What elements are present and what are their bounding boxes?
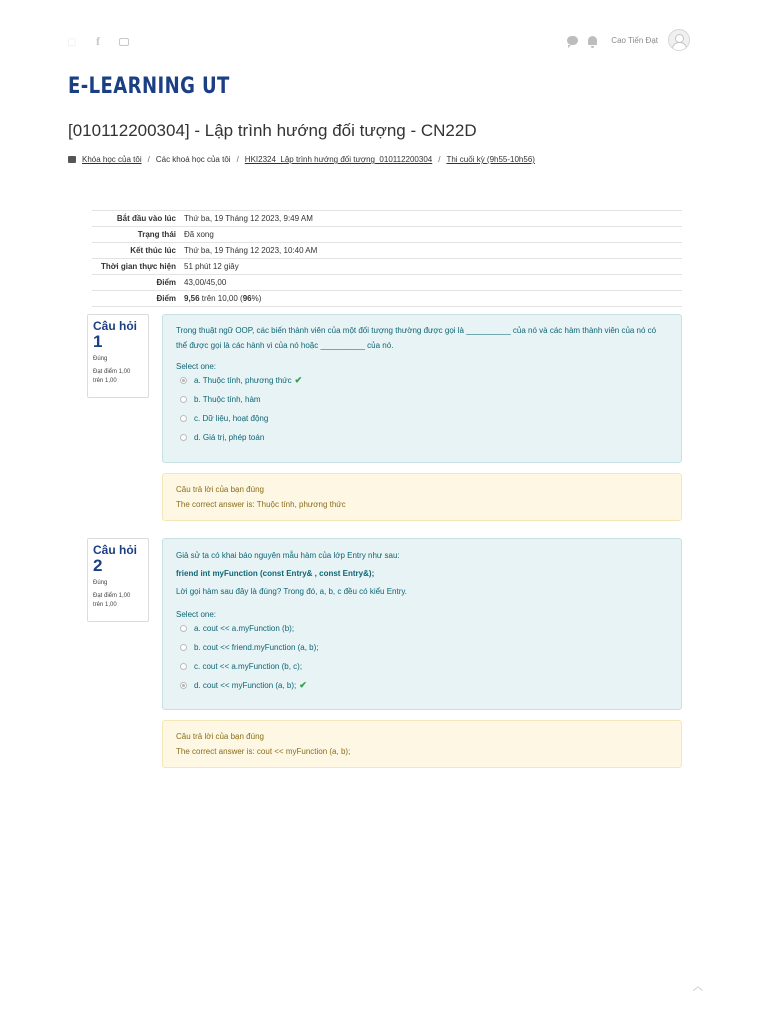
marks-label: Điểm — [92, 275, 180, 291]
dashboard-icon — [68, 156, 76, 163]
correct-answer: The correct answer is: Thuộc tính, phương thức — [176, 500, 346, 509]
answer-option[interactable] — [176, 638, 668, 657]
answer-label: c. cout << a.myFunction (b, c); — [194, 662, 303, 671]
radio-button[interactable] — [180, 663, 187, 670]
answer-option[interactable] — [176, 371, 668, 390]
radio-button[interactable] — [180, 396, 187, 403]
feedback-status: Câu trả lời của bạn đúng — [176, 485, 264, 494]
answer-label: a. Thuộc tính, phương thức — [194, 376, 292, 385]
breadcrumb-separator: / — [438, 155, 441, 164]
user-area — [567, 29, 690, 51]
grade-score: 9,56 — [184, 294, 200, 303]
question-info-1 — [87, 314, 149, 398]
question-mark-line2: trên 1,00 — [93, 602, 117, 608]
answer-option[interactable] — [176, 409, 668, 428]
feedback-status: Câu trả lời của bạn đúng — [176, 732, 264, 741]
answer-label: b. Thuộc tính, hàm — [194, 395, 261, 404]
question-label: Câu hỏi — [93, 543, 137, 557]
site-logo[interactable]: E-LEARNING UT — [68, 74, 230, 99]
completed-value: Thứ ba, 19 Tháng 12 2023, 10:40 AM — [180, 243, 682, 259]
select-one-label: Select one: — [176, 362, 217, 371]
check-icon: ✔ — [294, 375, 303, 385]
answer-label: d. cout << myFunction (a, b); — [194, 681, 297, 690]
chat-icon[interactable] — [567, 36, 578, 45]
question-content-1 — [162, 314, 682, 463]
breadcrumb-separator: / — [147, 155, 150, 164]
answer-label: d. Giá trị, phép toán — [194, 433, 265, 442]
answer-option[interactable] — [176, 619, 668, 638]
question-label: Câu hỏi — [93, 319, 137, 333]
instagram-icon[interactable]: ◻ — [67, 35, 77, 48]
table-row — [92, 227, 682, 243]
question-state: Đúng — [93, 580, 108, 586]
youtube-icon[interactable] — [118, 34, 130, 48]
question-state: Đúng — [93, 356, 108, 362]
grade-label: Điểm — [92, 291, 180, 307]
table-row — [92, 275, 682, 291]
avatar[interactable] — [668, 29, 690, 51]
feedback-2 — [162, 720, 682, 768]
state-label: Trạng thái — [92, 227, 180, 243]
breadcrumb-course[interactable]: HKI2324_Lập trình hướng đối tượng_010112200304 — [244, 155, 433, 164]
question-content-2 — [162, 538, 682, 710]
correct-answer: The correct answer is: cout << myFunction (a, b); — [176, 747, 351, 756]
grade-value — [180, 291, 682, 307]
answer-label: c. Dữ liệu, hoạt động — [194, 414, 269, 423]
select-one-label: Select one: — [176, 610, 217, 619]
answer-option[interactable] — [176, 657, 668, 676]
page-title: [010112200304] - Lập trình hướng đối tượng - CN22D — [68, 121, 477, 140]
answer-option[interactable] — [176, 428, 668, 447]
table-row — [92, 243, 682, 259]
question-text: Trong thuật ngữ OOP, các biến thành viên của một đối tượng thường được gọi là __________ của nó và các hàm thành viên của nó có thể được gọi là các hành vi của nó hoặc __________ của nó. — [176, 326, 657, 350]
radio-button[interactable] — [180, 377, 187, 384]
breadcrumb — [68, 155, 535, 164]
user-name[interactable]: Cao Tiến Đạt — [611, 35, 658, 45]
table-row — [92, 211, 682, 227]
time-taken-label: Thời gian thực hiện — [92, 259, 180, 275]
top-bar — [0, 0, 768, 80]
facebook-icon[interactable]: f — [96, 33, 100, 48]
started-label: Bắt đầu vào lúc — [92, 211, 180, 227]
state-value: Đã xong — [180, 227, 682, 243]
bell-icon[interactable] — [588, 36, 597, 45]
radio-button[interactable] — [180, 415, 187, 422]
started-value: Thứ ba, 19 Tháng 12 2023, 9:49 AM — [180, 211, 682, 227]
radio-button[interactable] — [180, 644, 187, 651]
question-mark-line2: trên 1,00 — [93, 378, 117, 384]
grade-end: %) — [251, 294, 262, 303]
time-taken-value: 51 phút 12 giây — [180, 259, 682, 275]
breadcrumb-separator: / — [236, 155, 239, 164]
social-links — [66, 34, 130, 48]
question-mark — [93, 592, 143, 610]
answer-label: b. cout << friend.myFunction (a, b); — [194, 643, 319, 652]
grade-mid: trên 10,00 ( — [199, 294, 243, 303]
question-code: friend int myFunction (const Entry& , const Entry&); — [176, 569, 375, 578]
breadcrumb-quiz[interactable]: Thi cuối kỳ (9h55-10h56) — [446, 155, 535, 164]
answer-option[interactable] — [176, 390, 668, 409]
check-icon: ✔ — [299, 680, 307, 690]
quiz-summary-table — [92, 210, 682, 307]
question-number: 1 — [93, 332, 103, 351]
chevron-up-icon[interactable]: ︿ — [693, 982, 703, 993]
breadcrumb-my-courses[interactable]: Khóa học của tôi — [82, 155, 142, 164]
answer-label: a. cout << a.myFunction (b); — [194, 624, 295, 633]
radio-button[interactable] — [180, 625, 187, 632]
question-number: 2 — [93, 556, 103, 575]
question-text-2: Lời gọi hàm sau đây là đúng? Trong đó, a, b, c đều có kiểu Entry. — [176, 587, 408, 596]
table-row — [92, 259, 682, 275]
marks-value: 43,00/45,00 — [180, 275, 682, 291]
breadcrumb-courses: Các khoá học của tôi — [155, 155, 231, 164]
table-row — [92, 291, 682, 307]
question-mark-line1: Đạt điểm 1,00 — [93, 593, 131, 599]
feedback-1 — [162, 473, 682, 521]
answer-option[interactable] — [176, 676, 668, 695]
question-mark-line1: Đạt điểm 1,00 — [93, 369, 131, 375]
question-info-2 — [87, 538, 149, 622]
question-mark — [93, 368, 143, 386]
question-text: Giả sử ta có khai báo nguyên mẫu hàm của lớp Entry như sau: — [176, 551, 400, 560]
radio-button[interactable] — [180, 682, 187, 689]
radio-button[interactable] — [180, 434, 187, 441]
completed-label: Kết thúc lúc — [92, 243, 180, 259]
grade-percent: 96 — [242, 294, 252, 303]
